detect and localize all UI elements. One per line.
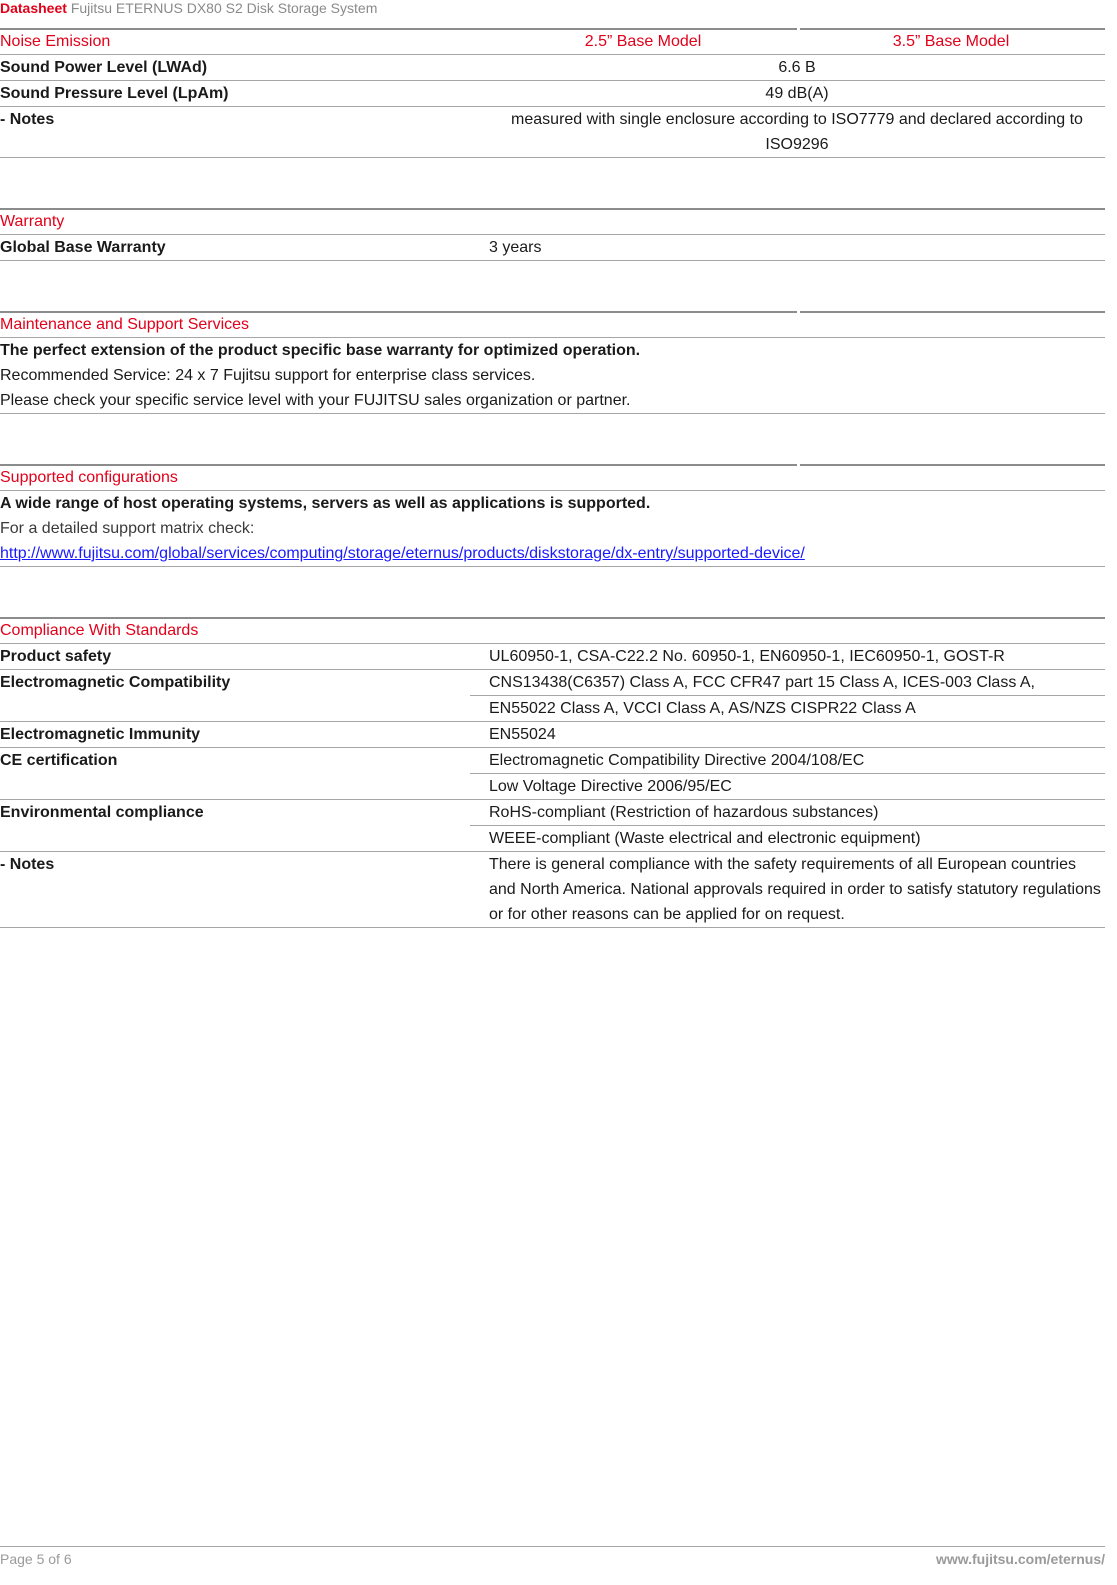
maintenance-line: Please check your specific service level with your FUJITSU sales organization or partner. (0, 392, 631, 409)
row-label: Environmental compliance (0, 804, 204, 821)
compliance-heading: Compliance With Standards (0, 617, 1105, 644)
maintenance-line: Recommended Service: 24 x 7 Fujitsu support for enterprise class services. (0, 367, 536, 384)
row-label: Electromagnetic Compatibility (0, 674, 231, 691)
row-value: Low Voltage Directive 2006/95/EC (470, 773, 1105, 799)
supported-text-block (0, 491, 1105, 567)
table-row (0, 670, 1105, 722)
row-value: measured with single enclosure according to ISO7779 and declared according to ISO9296 (511, 111, 1083, 153)
document-header (0, 0, 377, 16)
noise-emission-heading: Noise Emission (0, 33, 111, 50)
table-row (0, 107, 1105, 158)
row-values (470, 852, 1105, 927)
row-values (470, 800, 1105, 851)
table-row (0, 800, 1105, 852)
warranty-section (0, 208, 1105, 261)
row-value: RoHS-compliant (Restriction of hazardous substances) (489, 804, 879, 821)
column-header-2-5-base-model: 2.5” Base Model (584, 33, 702, 50)
row-value: CNS13438(C6357) Class A, FCC CFR47 part 15 Class A, ICES-003 Class A, (489, 674, 1035, 691)
noise-emission-heading-row (0, 28, 1105, 55)
row-values (470, 748, 1105, 799)
table-row (0, 55, 1105, 81)
maintenance-heading: Maintenance and Support Services (0, 311, 1105, 338)
datasheet-content (0, 28, 1105, 978)
support-matrix-link[interactable]: http://www.fujitsu.com/global/services/computing/storage/eternus/products/diskstorage/dx-entry/supported-device/ (0, 545, 805, 562)
row-value: WEEE-compliant (Waste electrical and electronic equipment) (470, 825, 1105, 851)
maintenance-text-block (0, 338, 1105, 414)
table-row (0, 81, 1105, 107)
table-row (0, 644, 1105, 670)
supported-configurations-section (0, 464, 1105, 567)
row-label: CE certification (0, 752, 118, 769)
document-type-label: Datasheet (0, 0, 67, 16)
table-row (0, 748, 1105, 800)
compliance-section (0, 617, 1105, 928)
support-matrix-text: For a detailed support matrix check: (0, 520, 255, 537)
noise-emission-section (0, 28, 1105, 158)
row-values (470, 722, 1105, 747)
document-title: Fujitsu ETERNUS DX80 S2 Disk Storage System (70, 0, 378, 16)
row-value: Electromagnetic Compatibility Directive 2004/108/EC (489, 752, 865, 769)
row-label: Sound Pressure Level (LpAm) (0, 85, 229, 102)
row-value: 3 years (489, 239, 542, 256)
maintenance-intro: The perfect extension of the product specific base warranty for optimized operation. (0, 342, 641, 359)
row-value: There is general compliance with the safety requirements of all European countries and North America. National approvals required in order to satisfy statutory regulations or for other reasons can be applied for on request. (489, 856, 1101, 923)
row-label: Electromagnetic Immunity (0, 726, 201, 743)
maintenance-section (0, 311, 1105, 414)
table-row (0, 235, 1105, 261)
row-label: Product safety (0, 648, 112, 665)
page-footer (0, 1546, 1105, 1571)
row-label: - Notes (0, 856, 55, 873)
supported-configurations-heading: Supported configurations (0, 464, 1105, 491)
row-values (470, 644, 1105, 669)
table-row (0, 722, 1105, 748)
supported-intro: A wide range of host operating systems, servers as well as applications is supported. (0, 495, 651, 512)
footer-url: www.fujitsu.com/eternus/ (935, 1551, 1105, 1567)
row-value: UL60950-1, CSA-C22.2 No. 60950-1, EN60950-1, IEC60950-1, GOST-R (489, 648, 1005, 665)
row-value: EN55022 Class A, VCCI Class A, AS/NZS CISPR22 Class A (470, 695, 1105, 721)
row-label: - Notes (0, 111, 55, 128)
row-label: Sound Power Level (LWAd) (0, 59, 208, 76)
page-number: Page 5 of 6 (0, 1551, 72, 1567)
row-label: Global Base Warranty (0, 239, 166, 256)
row-value: 6.6 B (778, 59, 816, 76)
column-header-3-5-base-model: 3.5” Base Model (892, 33, 1010, 50)
row-values (470, 670, 1105, 721)
row-value: EN55024 (489, 726, 556, 743)
table-row (0, 852, 1105, 928)
row-value: 49 dB(A) (765, 85, 829, 102)
warranty-heading: Warranty (0, 208, 1105, 235)
